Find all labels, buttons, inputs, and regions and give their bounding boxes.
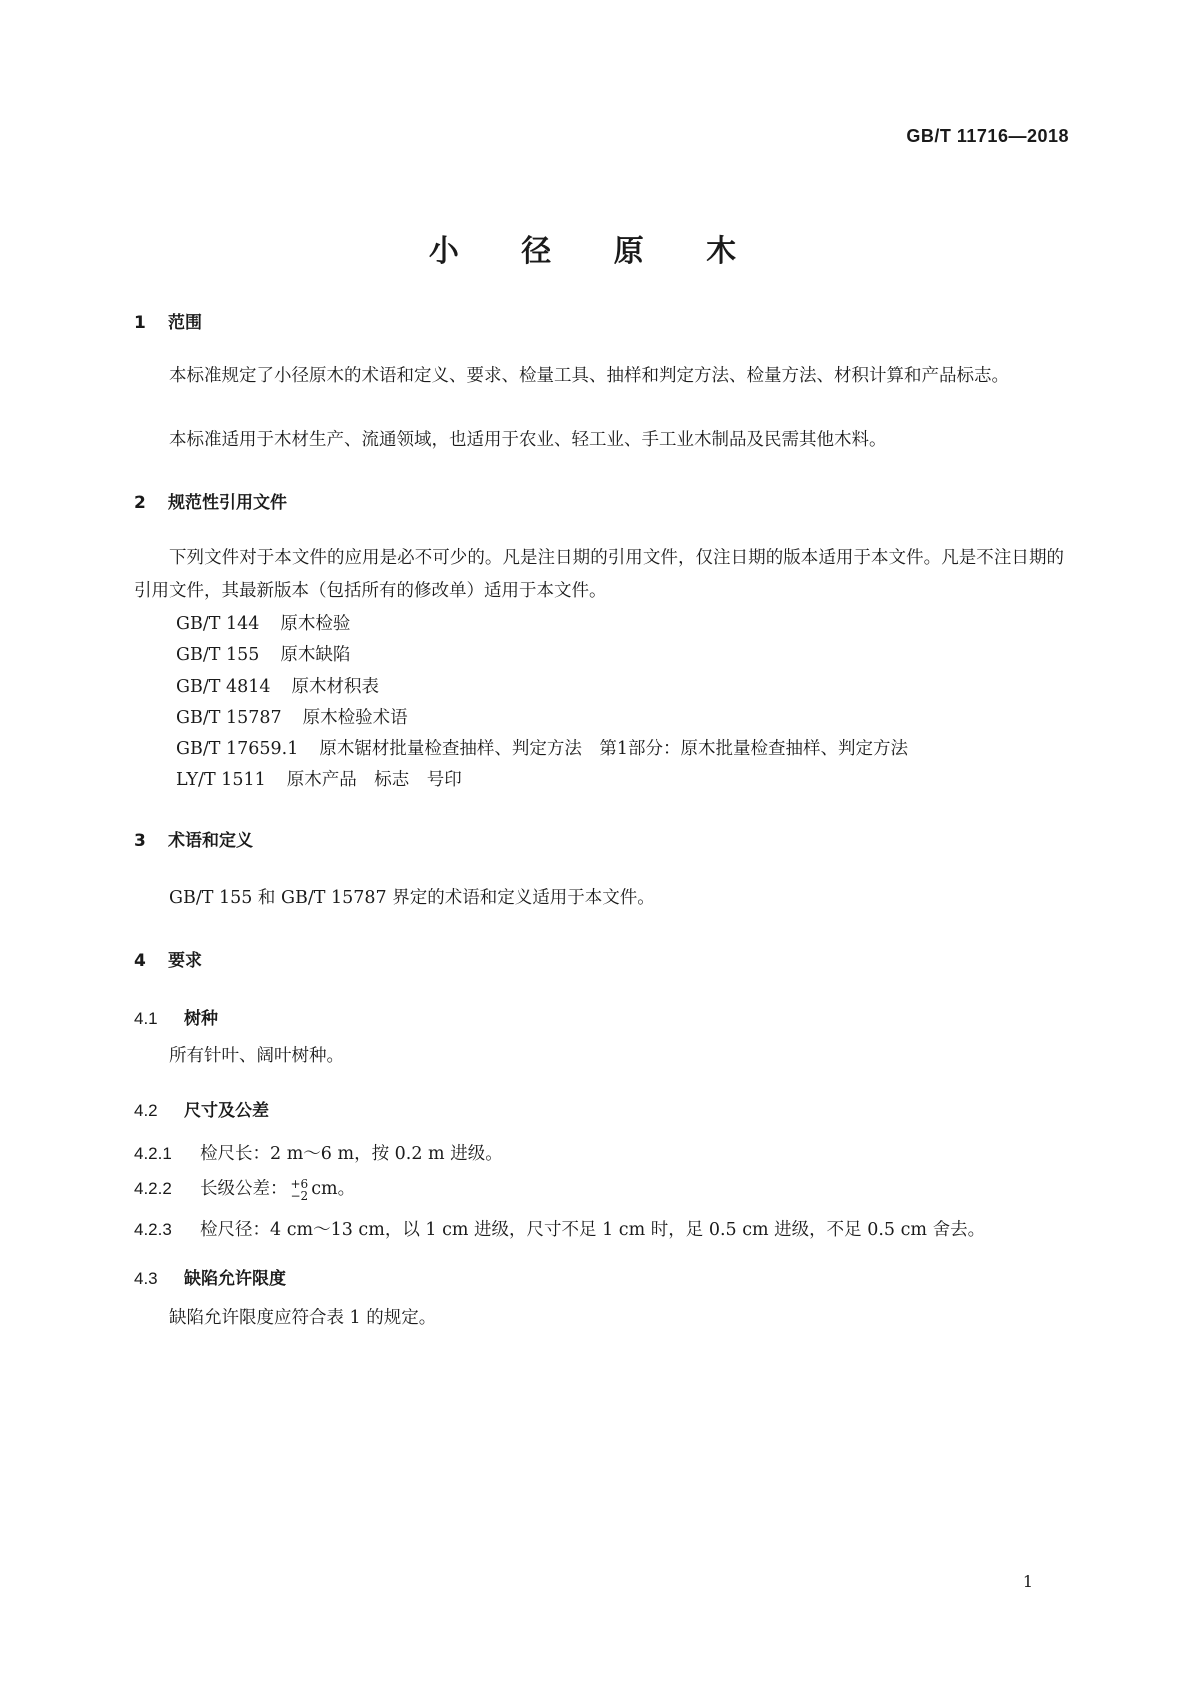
- reference-code: GB/T 4814: [176, 677, 271, 697]
- section-title: 要求: [168, 951, 202, 971]
- subsection-4-3-heading: [134, 1264, 286, 1289]
- standard-code: GB/T 11716—2018: [906, 126, 1069, 146]
- section-1-paragraph-2: 本标准适用于木材生产、流通领域，也适用于农业、轻工业、手工业木制品及民需其他木料。: [169, 430, 887, 450]
- reference-code: GB/T 15787: [176, 708, 282, 728]
- subsection-title: 树种: [184, 1009, 218, 1029]
- reference-title: 原木材积表: [291, 677, 380, 697]
- subsection-number: 4.3: [134, 1269, 158, 1288]
- tolerance-upper: +6: [290, 1176, 309, 1191]
- clause-4-2-2: [134, 1175, 355, 1202]
- reference-title: 原木锯材批量检查抽样、判定方法 第1部分：原木批量检查抽样、判定方法: [319, 739, 908, 759]
- subsection-4-1-heading: [134, 1004, 218, 1029]
- section-number: 1: [134, 313, 146, 333]
- clause-text: 检尺径：4 cm～13 cm，以 1 cm 进级，尺寸不足 1 cm 时，足 0.5 cm 进级，不足 0.5 cm 舍去。: [200, 1220, 986, 1240]
- section-2-heading: [134, 488, 287, 513]
- section-title: 规范性引用文件: [168, 493, 287, 513]
- page-number: 1: [1022, 1572, 1033, 1591]
- subsection-number: 4.1: [134, 1009, 158, 1028]
- section-number: 4: [134, 951, 146, 971]
- clause-4-2-3: [134, 1216, 985, 1241]
- reference-code: GB/T 155: [176, 645, 260, 665]
- reference-item: [176, 673, 379, 698]
- subsection-4-3-text: 缺陷允许限度应符合表 1 的规定。: [169, 1308, 437, 1328]
- reference-code: GB/T 144: [176, 614, 260, 634]
- subsection-4-1-text: 所有针叶、阔叶树种。: [169, 1046, 344, 1066]
- reference-code: GB/T 17659.1: [176, 739, 299, 759]
- clause-number: 4.2.3: [134, 1220, 172, 1239]
- subsection-4-2-heading: [134, 1096, 269, 1121]
- reference-code: LY/T 1511: [176, 770, 266, 790]
- clause-number: 4.2.1: [134, 1144, 172, 1163]
- tolerance-unit: cm。: [311, 1179, 356, 1199]
- subsection-number: 4.2: [134, 1101, 158, 1120]
- length-tolerance: [291, 1178, 309, 1202]
- reference-title: 原木缺陷: [280, 645, 351, 665]
- reference-item: [176, 704, 408, 729]
- reference-title: 原木检验术语: [302, 708, 408, 728]
- reference-item: [176, 766, 462, 791]
- reference-title: 原木产品 标志 号印: [286, 770, 462, 790]
- section-3-paragraph: GB/T 155 和 GB/T 15787 界定的术语和定义适用于本文件。: [169, 888, 655, 908]
- subsection-title: 尺寸及公差: [184, 1101, 269, 1121]
- section-3-heading: [134, 826, 253, 851]
- reference-item: [176, 610, 350, 635]
- reference-item: [176, 641, 350, 666]
- tolerance-lower: −2: [290, 1188, 309, 1203]
- clause-4-2-1: [134, 1140, 503, 1165]
- section-number: 2: [134, 493, 146, 513]
- section-1-paragraph-1: 本标准规定了小径原木的术语和定义、要求、检量工具、抽样和判定方法、检量方法、材积计算和产品标志。: [169, 366, 1009, 386]
- clause-text: 检尺长：2 m～6 m，按 0.2 m 进级。: [200, 1144, 503, 1164]
- section-number: 3: [134, 831, 146, 851]
- reference-title: 原木检验: [280, 614, 351, 634]
- section-1-heading: [134, 308, 202, 333]
- reference-item: [176, 735, 908, 760]
- section-2-intro: 下列文件对于本文件的应用是必不可少的。凡是注日期的引用文件，仅注日期的版本适用于本文件。凡是不注日期的引用文件，其最新版本（包括所有的修改单）适用于本文件。: [134, 548, 1064, 601]
- subsection-title: 缺陷允许限度: [184, 1269, 286, 1289]
- section-title: 范围: [168, 313, 202, 333]
- document-title: 小 径 原 木: [428, 234, 763, 269]
- section-title: 术语和定义: [168, 831, 253, 851]
- clause-number: 4.2.2: [134, 1179, 172, 1198]
- section-4-heading: [134, 946, 202, 971]
- clause-text: 长级公差：: [200, 1179, 288, 1199]
